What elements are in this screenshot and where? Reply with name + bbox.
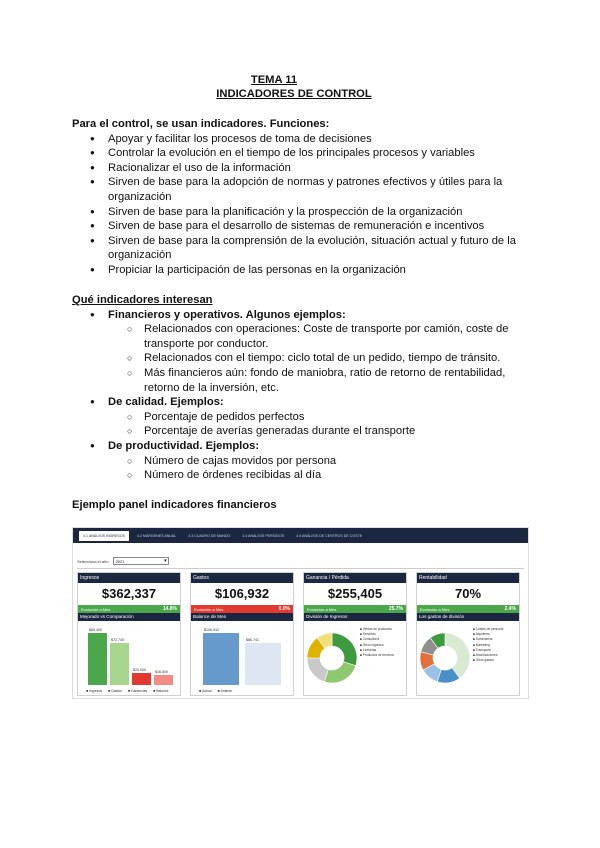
trend-pct: 0.0% — [278, 606, 290, 612]
kpi-card-profitability — [416, 572, 520, 696]
financial-dashboard — [72, 527, 529, 699]
group-label: De productividad. Ejemplos: — [108, 439, 260, 452]
legend-entry: ■ Otros gastos — [473, 658, 494, 663]
legend-entry: ■ Balance — [153, 689, 168, 693]
legend-entry: ■ Ventas de productos — [360, 627, 392, 631]
legend-entry: ■ Marketing — [473, 642, 490, 647]
control-heading: Para el control, se usan indicadores. Funciones: — [72, 118, 330, 130]
list-item: ● Apoyar y facilitar los procesos de toma de decisiones — [108, 132, 532, 147]
income-bar-chart — [78, 621, 180, 696]
list-item: ○ Más financieros aún: fondo de maniobra, ratio de retorno de rentabilidad, retorno de la inversión, etc. — [144, 366, 532, 395]
card-subtitle: División de Ingresos — [304, 613, 406, 621]
dashboard-tab: 4.4 ANÁLISIS PERÍODOS — [242, 533, 285, 538]
chart-legend — [86, 689, 169, 693]
bar-data-label: $72,745 — [111, 638, 124, 642]
chart-legend — [199, 689, 232, 693]
list-item: ● Controlar la evolución en el tiempo de los principales procesos y variables — [108, 146, 532, 161]
chart-bar — [88, 633, 107, 685]
legend-entry: ■ Ganancias — [128, 689, 147, 693]
panel-heading: Ejemplo panel indicadores financieros — [72, 499, 277, 511]
filter-label: Selecciona el año — [77, 558, 109, 564]
kpi-card-profit — [303, 572, 407, 696]
list-item: ○ Relacionados con operaciones: Coste de transporte por camión, coste de transporte por conductor. — [144, 322, 532, 351]
legend-entry: ■ Anterior — [218, 689, 233, 693]
interest-heading: Qué indicadores interesan — [72, 294, 213, 306]
chart-legend — [473, 627, 519, 663]
title-subject: INDICADORES DE CONTROL — [216, 88, 372, 100]
legend-entry: ■ Suministros — [473, 637, 493, 642]
panel-section — [72, 498, 532, 513]
bar-data-label: $20,000 — [133, 668, 146, 672]
dashboard-tab: 4.5 ANÁLISIS DE CENTROS DE COSTE — [296, 533, 363, 538]
card-title: Ingresos — [78, 573, 180, 583]
bar-data-label: $106,932 — [204, 628, 219, 632]
expenses-bar-chart — [191, 621, 293, 696]
list-item: ○ Número de órdenes recibidas al día — [144, 468, 532, 483]
legend-entry: ■ Ingresos — [86, 689, 102, 693]
kpi-card-expenses — [190, 572, 294, 696]
expenses-donut-chart — [417, 621, 519, 696]
chart-bar — [110, 643, 129, 685]
dashboard-nav — [73, 528, 528, 543]
bar-data-label: $86,741 — [246, 638, 259, 642]
trend-label: Evolución a Mes — [307, 606, 337, 612]
donut-slice — [307, 658, 328, 682]
donut-slice — [324, 662, 356, 683]
list-item: ● Racionalizar el uso de la información — [108, 161, 532, 176]
list-item: ● Propiciar la participación de las personas en la organización — [108, 263, 532, 278]
list-item — [108, 308, 532, 396]
card-value: $255,405 — [327, 586, 383, 601]
group-label: Financieros y operativos. Algunos ejemplos: — [108, 308, 346, 321]
legend-entry: ■ Transporte — [473, 647, 492, 652]
card-value: $362,337 — [101, 586, 157, 601]
income-donut-chart — [304, 621, 406, 696]
trend-pct: 2.4% — [504, 606, 516, 612]
chart-bar — [245, 643, 281, 685]
legend-entry: ■ Amortizaciones — [473, 653, 498, 658]
legend-entry: ■ Actual — [199, 689, 212, 693]
interest-list — [72, 308, 532, 483]
card-title: Rentabilidad — [417, 573, 519, 583]
legend-entry: ■ Productos de terceros — [360, 653, 394, 658]
group-label: De calidad. Ejemplos: — [108, 396, 224, 409]
legend-entry: ■ Otros ingresos — [360, 642, 384, 647]
chart-bar — [132, 673, 151, 685]
list-item: ● Sirven de base para el desarrollo de sistemas de remuneración e incentivos — [108, 219, 532, 234]
list-item: ● Sirven de base para la adopción de normas y patrones efectivos y útiles para la organización — [108, 175, 532, 204]
card-trend-bar — [304, 605, 406, 613]
donut-chart — [417, 621, 473, 696]
list-item: ○ Porcentaje de pedidos perfectos — [144, 410, 532, 425]
year-value: 2021 — [115, 558, 125, 564]
card-trend-bar — [191, 605, 293, 613]
dashboard-tab: 4.3 CUADRO DE MANDO — [188, 533, 231, 538]
list-item: ○ Número de cajas movidos por persona — [144, 454, 532, 469]
list-item: ● Sirven de base para la comprensión de la evolución, situación actual y futuro de la organización — [108, 234, 532, 263]
legend-entry: ■ Consultoría — [360, 637, 380, 642]
sub-list — [108, 410, 532, 439]
trend-label: Evolución a Mes — [420, 606, 450, 612]
list-item: ○ Porcentaje de averías generadas durante el transporte — [144, 424, 532, 439]
legend-entry: ■ Gastos — [108, 689, 122, 693]
card-title: Gastos — [191, 573, 293, 583]
card-subtitle: Los gastos de división — [417, 613, 519, 621]
list-item: ● Sirven de base para la planificación y la prospección de la organización — [108, 205, 532, 220]
chart-bar — [154, 675, 173, 685]
list-item — [108, 395, 532, 439]
divider — [77, 568, 524, 569]
sub-list — [108, 454, 532, 483]
legend-entry: ■ Alquileres — [473, 632, 490, 637]
card-subtitle: Balance de Mes — [191, 613, 293, 621]
legend-entry: ■ Licencias — [360, 647, 377, 652]
chart-bar — [203, 633, 239, 685]
trend-label: Evolución a Mes — [81, 606, 111, 612]
legend-entry: ■ Costes de personal — [473, 627, 504, 631]
interest-section — [72, 293, 532, 483]
trend-pct: 25.7% — [388, 606, 403, 612]
card-value: 70% — [454, 586, 482, 601]
card-title: Ganancia / Pérdida — [304, 573, 406, 583]
donut-slice — [332, 633, 357, 666]
year-filter — [77, 557, 169, 565]
trend-pct: 14.8% — [162, 606, 177, 612]
list-item: ○ Relacionados con el tiempo: ciclo total de un pedido, tiempo de tránsito. — [144, 351, 532, 366]
bar-data-label: $89,400 — [89, 628, 102, 632]
control-section — [72, 117, 532, 278]
card-trend-bar — [78, 605, 180, 613]
page-title — [0, 73, 600, 101]
list-item — [108, 439, 532, 483]
sub-list — [108, 322, 532, 395]
donut-chart — [304, 621, 360, 696]
trend-label: Evolución a Mes — [194, 606, 224, 612]
card-subtitle: Mejorado vs Comparación — [78, 613, 180, 621]
year-select — [113, 557, 169, 565]
control-list — [72, 132, 532, 278]
legend-entry: ■ Servicios — [360, 632, 376, 637]
card-trend-bar — [417, 605, 519, 613]
chart-legend — [360, 627, 406, 658]
chevron-down-icon: ▾ — [164, 558, 167, 564]
dashboard-tab: 4.1 ANÁLISIS INGRESOS — [79, 531, 129, 541]
card-value: $106,932 — [214, 586, 270, 601]
dashboard-tab: 4.2 MÁRGENES ANUAL — [136, 533, 177, 538]
bar-data-label: $16,500 — [155, 670, 168, 674]
kpi-card-income — [77, 572, 181, 696]
title-topic: TEMA 11 — [250, 74, 298, 86]
